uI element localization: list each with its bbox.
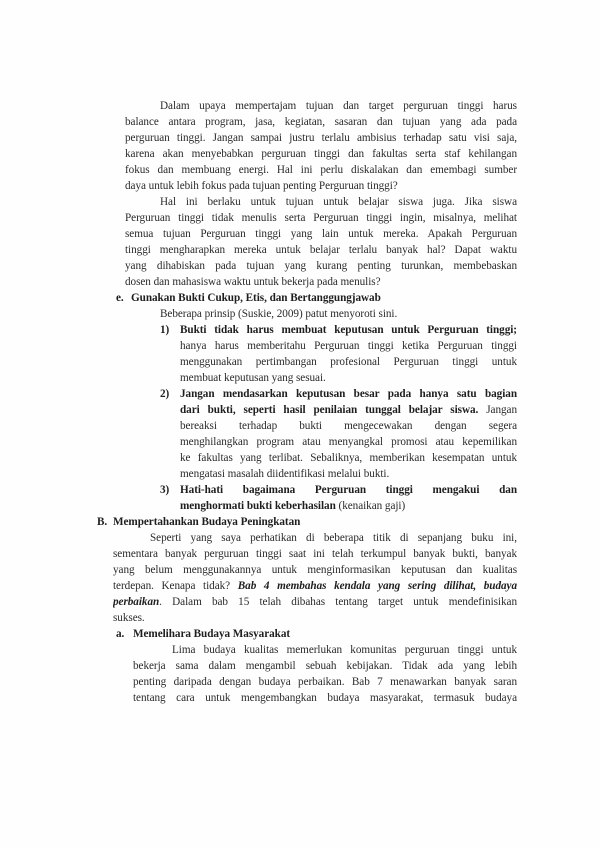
- emphasis-text: Bab 4 membahas kendala yang sering dilihat, budaya: [237, 580, 517, 592]
- list-item-text: Jangan: [478, 404, 517, 416]
- paragraph-line: perguruan tinggi. Jangan sampai justru terlalu ambisius terhadap satu visi saja,: [125, 132, 517, 144]
- list-item-bold-line: Jangan mendasarkan keputusan besar pada hanya satu bagian: [180, 388, 517, 400]
- list-item-line: bereaksi terhadap bukti mengecewakan dengan segera: [180, 420, 517, 432]
- paragraph-line: daya untuk lebih fokus pada tujuan penting Perguruan tinggi?: [125, 180, 398, 192]
- paragraph-line: balance antara program, jasa, kegiatan, sasaran dan tujuan yang ada pada: [125, 116, 517, 128]
- list-item-mixed-line: [180, 498, 405, 514]
- list-number: 3): [160, 484, 170, 496]
- paragraph-line: fokus dan membuang energi. Hal ini perlu diskalakan dan emembagi sumber: [125, 164, 517, 176]
- list-number: 1): [160, 324, 170, 336]
- paragraph-line: yang belum menggunakannya untuk menginformasikan keputusan dan kualitas: [113, 564, 517, 576]
- section-b-heading: Mempertahankan Budaya Peningkatan: [113, 516, 301, 528]
- paragraph-line: penting daripada dengan budaya perbaikan. Bab 7 menawarkan banyak saran: [133, 676, 517, 688]
- section-e-marker: e.: [116, 292, 124, 304]
- list-number: 2): [160, 388, 170, 400]
- list-item-line: hanya harus memberitahu Perguruan tinggi ketika Perguruan tinggi: [180, 340, 517, 352]
- paragraph-line: tinggi mengharapkan mereka untuk belajar terlalu banyak hal? Dapat waktu: [125, 244, 517, 256]
- paragraph-line: semua tujuan Perguruan tinggi yang lain untuk mereka. Apakah Perguruan: [125, 228, 517, 240]
- list-item-line: membuat keputusan yang sesuai.: [180, 372, 326, 384]
- paragraph-text: terdepan. Kenapa tidak?: [113, 580, 238, 592]
- paragraph-line-mixed: [113, 594, 517, 610]
- paragraph-text: . Dalam bab 15 telah dibahas tentang target untuk mendefinisikan: [159, 596, 517, 608]
- paragraph-line: sukses.: [113, 612, 145, 624]
- paragraph-line-mixed: [113, 578, 517, 594]
- paragraph-line: sementara banyak perguruan tinggi saat ini telah terkumpul banyak bukti, banyak: [113, 548, 517, 560]
- list-item-mixed-line: [180, 402, 517, 418]
- paragraph-line: karena akan menyebabkan perguruan tinggi dan fakultas serta staf kehilangan: [125, 148, 517, 160]
- paragraph-line: yang dihabiskan pada tujuan yang kurang penting turunkan, membebaskan: [125, 260, 517, 272]
- list-item-bold-text: menghormati bukti keberhasilan: [180, 500, 336, 512]
- paragraph-line: bekerja sama dalam mengambil sebuah kebijakan. Tidak ada yang lebih: [133, 660, 517, 672]
- paragraph-line: Hal ini berlaku untuk tujuan untuk belajar siswa juga. Jika siswa: [160, 196, 517, 208]
- paragraph-line: tentang cara untuk mengembangkan budaya masyarakat, termasuk budaya: [133, 692, 517, 704]
- list-item-bold-text: dari bukti, seperti hasil penilaian tunggal belajar siswa.: [180, 404, 479, 416]
- paragraph-line: Seperti yang saya perhatikan di beberapa titik di sepanjang buku ini,: [150, 532, 517, 544]
- paragraph-line: Lima budaya kualitas memerlukan komunitas perguruan tinggi untuk: [172, 644, 517, 656]
- section-a-heading: Memelihara Budaya Masyarakat: [133, 628, 291, 640]
- paragraph-line: Dalam upaya mempertajam tujuan dan target perguruan tinggi harus: [160, 100, 517, 112]
- section-e-intro: Beberapa prinsip (Suskie, 2009) patut menyoroti sini.: [160, 308, 398, 320]
- emphasis-text: perbaikan: [113, 596, 160, 608]
- list-item-line: menggunakan pertimbangan profesional Perguruan tinggi untuk: [180, 356, 517, 368]
- paragraph-line: dosen dan mahasiswa waktu untuk bekerja pada menulis?: [125, 276, 381, 288]
- list-item-bold-line: Hati-hati bagaimana Perguruan tinggi mengakui dan: [180, 484, 517, 496]
- list-item-bold-line: Bukti tidak harus membuat keputusan untuk Perguruan tinggi;: [180, 324, 517, 336]
- list-item-line: menghilangkan program atau menyangkal promosi atau kepemilikan: [180, 436, 517, 448]
- section-a-marker: a.: [116, 628, 125, 640]
- section-e-heading: Gunakan Bukti Cukup, Etis, dan Bertanggungjawab: [131, 292, 381, 304]
- list-item-line: ke fakultas yang terlibat. Sebaliknya, memberikan kesempatan untuk: [180, 452, 517, 464]
- paragraph-line: Perguruan tinggi tidak menulis serta Perguruan tinggi ingin, misalnya, melihat: [125, 212, 517, 224]
- list-item-text: (kenaikan gaji): [335, 500, 406, 512]
- section-b-marker: B.: [97, 516, 108, 528]
- list-item-line: mengatasi masalah diidentifikasi melalui bukti.: [180, 468, 390, 480]
